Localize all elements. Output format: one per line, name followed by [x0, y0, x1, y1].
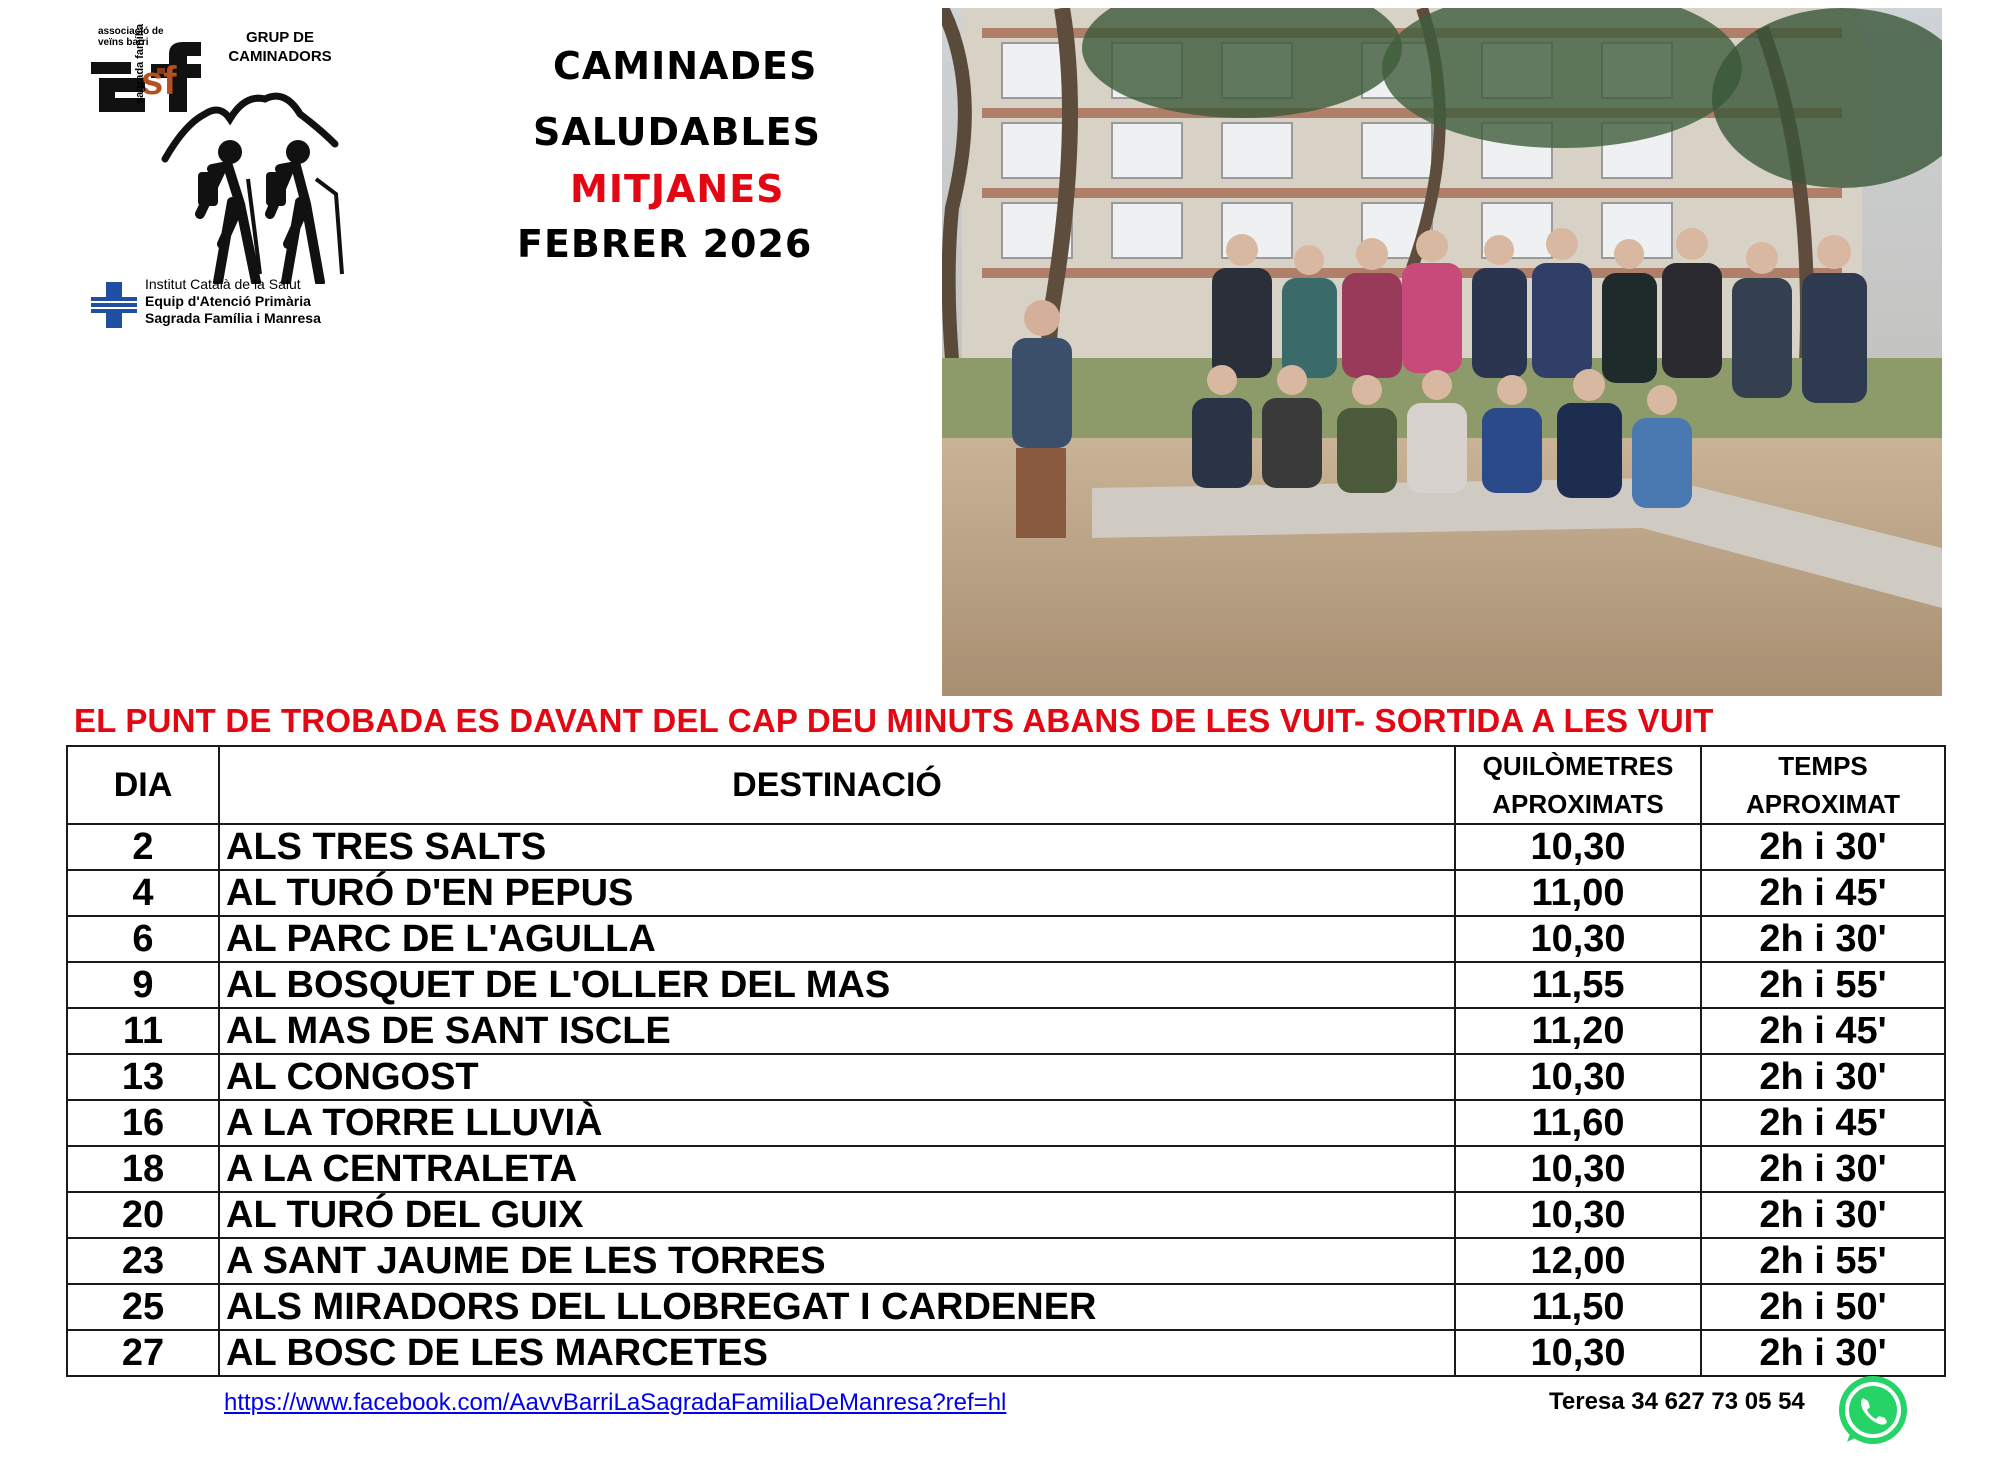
cell-time: 2h i 30' [1701, 1192, 1945, 1238]
cell-destination: A LA CENTRALETA [219, 1146, 1455, 1192]
sf-initials: sf [141, 59, 177, 103]
cell-km: 11,00 [1455, 870, 1701, 916]
cell-day: 9 [67, 962, 219, 1008]
header-km-line-2: APROXIMATS [1492, 789, 1664, 819]
association-logo [75, 14, 365, 339]
cell-time: 2h i 30' [1701, 824, 1945, 870]
walks-schedule-table [66, 745, 1946, 1377]
cell-time: 2h i 50' [1701, 1284, 1945, 1330]
table-row [67, 1330, 1945, 1376]
table-row [67, 1008, 1945, 1054]
contact-phone: Teresa 34 627 73 05 54 [1549, 1388, 1805, 1415]
group-line-1: GRUP DE [245, 29, 315, 46]
cell-day: 23 [67, 1238, 219, 1284]
neighbourhood-name: sagrada família [134, 23, 146, 104]
cell-day: 18 [67, 1146, 219, 1192]
title-line-3: MITJANES [570, 167, 785, 211]
cell-destination: ALS TRES SALTS [219, 824, 1455, 870]
header-destination: DESTINACIÓ [219, 746, 1455, 824]
cell-time: 2h i 45' [1701, 870, 1945, 916]
cell-destination: AL BOSC DE LES MARCETES [219, 1330, 1455, 1376]
cell-destination: AL PARC DE L'AGULLA [219, 916, 1455, 962]
cell-time: 2h i 30' [1701, 916, 1945, 962]
table-row [67, 1054, 1945, 1100]
cell-day: 27 [67, 1330, 219, 1376]
whatsapp-icon[interactable] [1833, 1370, 1913, 1450]
table-row [67, 824, 1945, 870]
table-row [67, 1100, 1945, 1146]
table-row [67, 962, 1945, 1008]
facebook-link[interactable]: https://www.facebook.com/AavvBarriLaSagradaFamiliaDeManresa?ref=hl [224, 1389, 1007, 1416]
cell-day: 4 [67, 870, 219, 916]
cell-km: 12,00 [1455, 1238, 1701, 1284]
cell-destination: AL TURÓ DEL GUIX [219, 1192, 1455, 1238]
cell-day: 6 [67, 916, 219, 962]
ics-cross-icon [89, 280, 139, 330]
cell-destination: AL TURÓ D'EN PEPUS [219, 870, 1455, 916]
header-time [1701, 746, 1945, 824]
cell-km: 11,20 [1455, 1008, 1701, 1054]
cell-time: 2h i 45' [1701, 1008, 1945, 1054]
ics-text [145, 276, 321, 327]
group-name [215, 28, 345, 66]
ics-line-1: Institut Català de la Salut [145, 276, 301, 292]
title-line-2: SALUDABLES [533, 110, 821, 154]
cell-km: 10,30 [1455, 1330, 1701, 1376]
cell-day: 25 [67, 1284, 219, 1330]
title-line-1: CAMINADES [553, 44, 818, 88]
cell-time: 2h i 55' [1701, 962, 1945, 1008]
group-line-2: CAMINADORS [228, 48, 332, 65]
cell-day: 16 [67, 1100, 219, 1146]
cell-km: 11,55 [1455, 962, 1701, 1008]
cell-day: 11 [67, 1008, 219, 1054]
meeting-point-notice: EL PUNT DE TROBADA ES DAVANT DEL CAP DEU MINUTS ABANS DE LES VUIT- SORTIDA A LES VUIT [74, 702, 1714, 739]
title-line-4: FEBRER 2026 [517, 222, 813, 266]
header-km [1455, 746, 1701, 824]
cell-km: 10,30 [1455, 1146, 1701, 1192]
table-row [67, 916, 1945, 962]
table-row [67, 1192, 1945, 1238]
table-header-row [67, 746, 1945, 824]
cell-km: 11,50 [1455, 1284, 1701, 1330]
cell-day: 20 [67, 1192, 219, 1238]
table-row [67, 1238, 1945, 1284]
cell-km: 10,30 [1455, 1054, 1701, 1100]
header-time-line-1: TEMPS [1778, 751, 1868, 781]
cell-destination: AL MAS DE SANT ISCLE [219, 1008, 1455, 1054]
association-name: associació de veïns barri [98, 26, 164, 48]
cell-destination: ALS MIRADORS DEL LLOBREGAT I CARDENER [219, 1284, 1455, 1330]
cell-time: 2h i 30' [1701, 1330, 1945, 1376]
cell-time: 2h i 45' [1701, 1100, 1945, 1146]
hikers-mountain-icon [160, 84, 360, 284]
cell-km: 11,60 [1455, 1100, 1701, 1146]
cell-time: 2h i 30' [1701, 1146, 1945, 1192]
table-row [67, 870, 1945, 916]
header-day: DIA [67, 746, 219, 824]
group-photo [942, 8, 1942, 696]
cell-destination: A LA TORRE LLUVIÀ [219, 1100, 1455, 1146]
ics-line-3: Sagrada Família i Manresa [145, 310, 321, 326]
table-row [67, 1284, 1945, 1330]
cell-time: 2h i 30' [1701, 1054, 1945, 1100]
cell-day: 2 [67, 824, 219, 870]
cell-km: 10,30 [1455, 1192, 1701, 1238]
table-row [67, 1146, 1945, 1192]
header-km-line-1: QUILÒMETRES [1482, 751, 1674, 781]
header-time-line-2: APROXIMAT [1745, 789, 1901, 819]
cell-km: 10,30 [1455, 916, 1701, 962]
cell-destination: AL BOSQUET DE L'OLLER DEL MAS [219, 962, 1455, 1008]
cell-destination: A SANT JAUME DE LES TORRES [219, 1238, 1455, 1284]
cell-km: 10,30 [1455, 824, 1701, 870]
ics-line-2: Equip d'Atenció Primària [145, 293, 311, 309]
cell-time: 2h i 55' [1701, 1238, 1945, 1284]
cell-destination: AL CONGOST [219, 1054, 1455, 1100]
cell-day: 13 [67, 1054, 219, 1100]
